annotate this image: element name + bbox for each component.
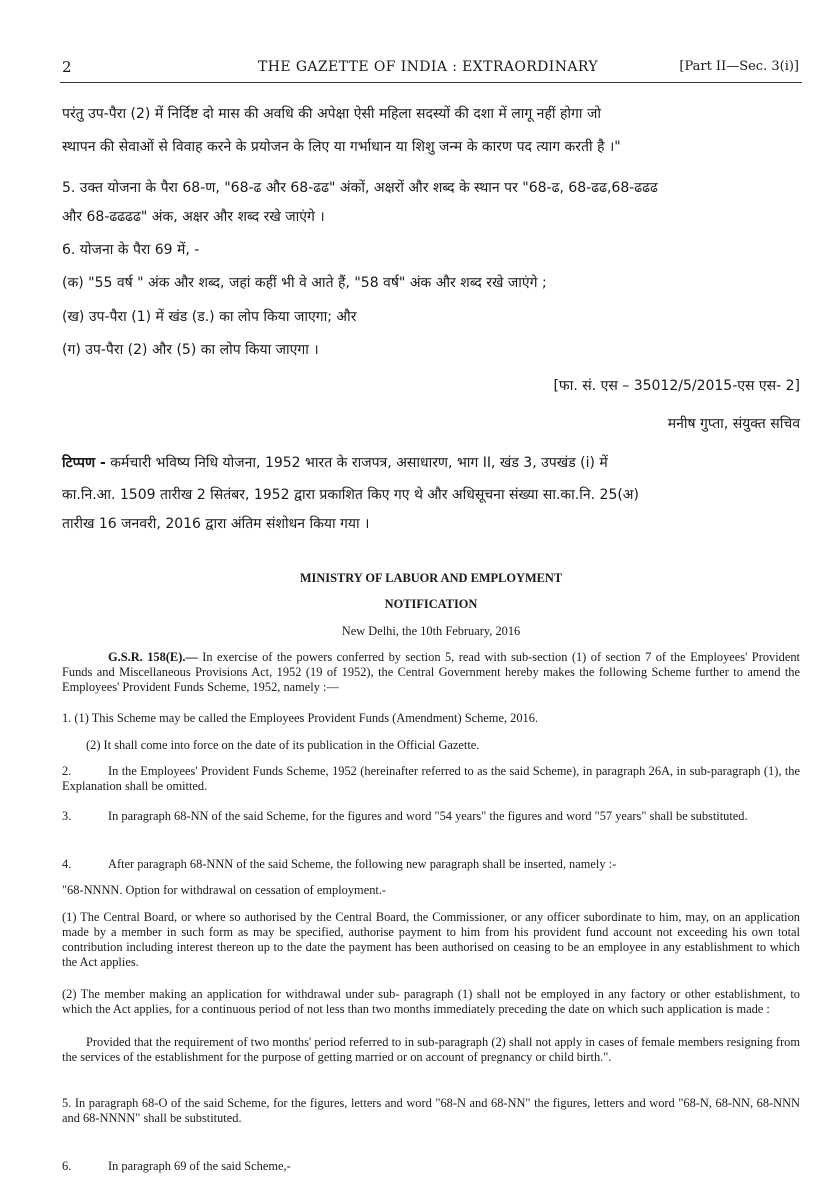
para-6-text: In paragraph 69 of the said Scheme,- (108, 1159, 291, 1173)
para-4-sub-2: (2) The member making an application for withdrawal under sub- paragraph (1) shall not be employed in any factory or other establishment, to which the Act applies, for a continuous period of not less than two months immediately preceding the date on which such application is made : (62, 987, 800, 1016)
note-text-1: कर्मचारी भविष्य निधि योजना, 1952 भारत के राजपत्र, असाधारण, भाग II, खंड 3, उपखंड (i) में (105, 455, 608, 471)
header-rule (60, 82, 802, 83)
hindi-para-5-line-2: और 68-ढढढढ" अंक, अक्षर और शब्द रखे जाएंगे । (62, 209, 325, 225)
hindi-para-6: 6. योजना के पैरा 69 में, - (62, 242, 200, 258)
hindi-item-ka: (क) "55 वर्ष " अंक और शब्द, जहां कहीं भी वे आते हैं, "58 वर्ष" अंक और शब्द रखे जाएंगे ; (62, 275, 547, 291)
para-3-number: 3. (62, 809, 72, 823)
gsr-text: In exercise of the powers conferred by section 5, read with sub-section (1) of section 7 of the Employees' Provident Funds and Miscellaneous Provisions Act, 1952 (19 of 1952), the Central Government hereby makes the following Scheme further to amend the Employees' Provident Funds Scheme, 1952, namely :— (62, 650, 800, 694)
para-3 (62, 809, 800, 824)
para-4-number: 4. (62, 857, 72, 871)
para-1-1: 1. (1) This Scheme may be called the Employees Provident Funds (Amendment) Scheme, 2016. (62, 711, 539, 725)
para-3-text: In paragraph 68-NN of the said Scheme, for the figures and word "54 years" the figures and word "57 years" shall be substituted. (108, 809, 748, 823)
part-section: [Part II—Sec. 3(i)] (679, 59, 799, 74)
para-1-2: (2) It shall come into force on the date of its publication in the Official Gazette. (86, 738, 480, 752)
hindi-proviso-line-1: परंतु उप-पैरा (2) में निर्दिष्ट दो मास की अवधि की अपेक्षा ऐसी महिला सदस्यों की दशा में लागू नहीं होगा जो (62, 106, 601, 122)
ministry-heading: MINISTRY OF LABUOR AND EMPLOYMENT (299, 571, 563, 585)
para-2-text: In the Employees' Provident Funds Scheme, 1952 (hereinafter referred to as the said Scheme), in paragraph 26A, in sub-paragraph (1), the Explanation shall be omitted. (62, 764, 800, 793)
para-4-text: After paragraph 68-NNN of the said Scheme, the following new paragraph shall be inserted, namely :- (108, 857, 617, 871)
hindi-note-line-2: का.नि.आ. 1509 तारीख 2 सितंबर, 1952 द्वारा प्रकाशित किए गए थे और अधिसूचना संख्या सा.का.नि. 25(अ) (62, 487, 639, 503)
notification-heading: NOTIFICATION (384, 597, 478, 611)
para-2 (62, 764, 800, 794)
para-4-sub-1: (1) The Central Board, or where so authorised by the Central Board, the Commissioner, or any officer subordinate to him, may, on an application made by a member in such form as may be specified, authorise payment to him from his provident fund account not exceeding his own total contribution including interest thereon up to the date the payment has been authorised on ceasing to be an employee in any establishment to which the Act applies. (62, 910, 800, 969)
note-label: टिप्पण - (62, 455, 106, 471)
place-date: New Delhi, the 10th February, 2016 (341, 624, 521, 638)
hindi-proviso-line-2: स्थापन की सेवाओं से विवाह करने के प्रयोजन के लिए या गर्भाधान या शिशु जन्म के कारण पद त्याग करती है ।" (62, 139, 621, 155)
para-2-number: 2. (62, 764, 72, 778)
page-number: 2 (62, 58, 72, 76)
para-6 (62, 1159, 800, 1174)
para-4-heading: "68-NNNN. Option for withdrawal on cessation of employment.- (62, 883, 387, 897)
gazette-title: THE GAZETTE OF INDIA : EXTRAORDINARY (258, 59, 599, 75)
para-5: 5. In paragraph 68-O of the said Scheme, for the figures, letters and word "68-N and 68-NN" the figures, letters and word "68-N, 68-NN, 68-NNN and 68-NNNN" shall be substituted. (62, 1096, 800, 1125)
para-4 (62, 857, 800, 872)
para-4-proviso: Provided that the requirement of two months' period referred to in sub-paragraph (2) shall not apply in cases of female members resigning from the services of the establishment for the purpose of getting married or on account of pregnancy or child birth.". (62, 1035, 800, 1064)
gsr-paragraph (62, 650, 800, 695)
hindi-item-kha: (ख) उप-पैरा (1) में खंड (ड.) का लोप किया जाएगा; और (62, 309, 357, 325)
hindi-file-number: [फा. सं. एस – 35012/5/2015-एस एस- 2] (553, 378, 800, 394)
gsr-number: G.S.R. 158(E).— (108, 650, 198, 664)
hindi-item-ga: (ग) उप-पैरा (2) और (5) का लोप किया जाएगा । (62, 342, 319, 358)
hindi-para-5-line-1: 5. उक्त योजना के पैरा 68-ण, "68-ढ और 68-ढढ" अंकों, अक्षरों और शब्द के स्थान पर "68-ढ, 68-ढढ,68-ढढढ (62, 180, 658, 196)
hindi-note-line-1 (62, 453, 800, 473)
para-6-number: 6. (62, 1159, 72, 1173)
hindi-signatory: मनीष गुप्ता, संयुक्त सचिव (667, 416, 800, 432)
page-header (62, 58, 799, 80)
hindi-note-line-3: तारीख 16 जनवरी, 2016 द्वारा अंतिम संशोधन किया गया । (62, 516, 370, 532)
